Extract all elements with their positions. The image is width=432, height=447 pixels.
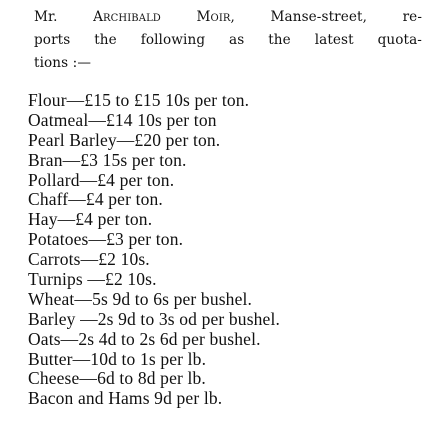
intro-line-1-rest: , Manse-street, re- <box>230 9 423 25</box>
quotation-potatoes: Potatoes—£3 per ton. <box>28 229 184 250</box>
price-quotations-list <box>28 91 280 409</box>
quotation-wheat: Wheat—5s 9d to 6s per bushel. <box>28 288 253 309</box>
quotation-cheese: Cheese—6d to 8d per lb. <box>28 368 206 389</box>
quotation-hay: Hay—£4 per ton. <box>28 209 153 230</box>
quotation-chaff: Chaff—£4 per ton. <box>28 189 163 210</box>
quotation-oats: Oats—2s 4d to 2s 6d per bushel. <box>28 328 261 349</box>
quotation-turnips: Turnips —£2 10s. <box>28 269 157 290</box>
quotation-bran: Bran—£3 15s per ton. <box>28 149 187 170</box>
quotation-bacon-and-hams: Bacon and Hams 9d per lb. <box>28 388 223 409</box>
intro-line-2: ports the following as the latest quota- <box>34 32 422 48</box>
quotation-pearl-barley: Pearl Barley—£20 per ton. <box>28 129 221 150</box>
quotation-flour: Flour—£15 to £15 10s per ton. <box>28 90 250 110</box>
merchant-first-name: Archibald <box>93 9 161 25</box>
merchant-last-name: Moir <box>196 9 231 25</box>
intro-paragraph <box>8 6 422 75</box>
quotation-oatmeal: Oatmeal—£14 10s per ton <box>28 109 217 130</box>
quotation-butter: Butter—10d to 1s per lb. <box>28 348 207 369</box>
quotation-carrots: Carrots—£2 10s. <box>28 249 150 270</box>
quotation-barley: Barley —2s 9d to 3s od per bushel. <box>28 308 281 329</box>
quotation-pollard: Pollard—£4 per ton. <box>28 169 175 190</box>
intro-line-3: tions :— <box>34 55 92 71</box>
honorific: Mr. <box>34 9 58 25</box>
intro-line-1 <box>8 6 422 29</box>
